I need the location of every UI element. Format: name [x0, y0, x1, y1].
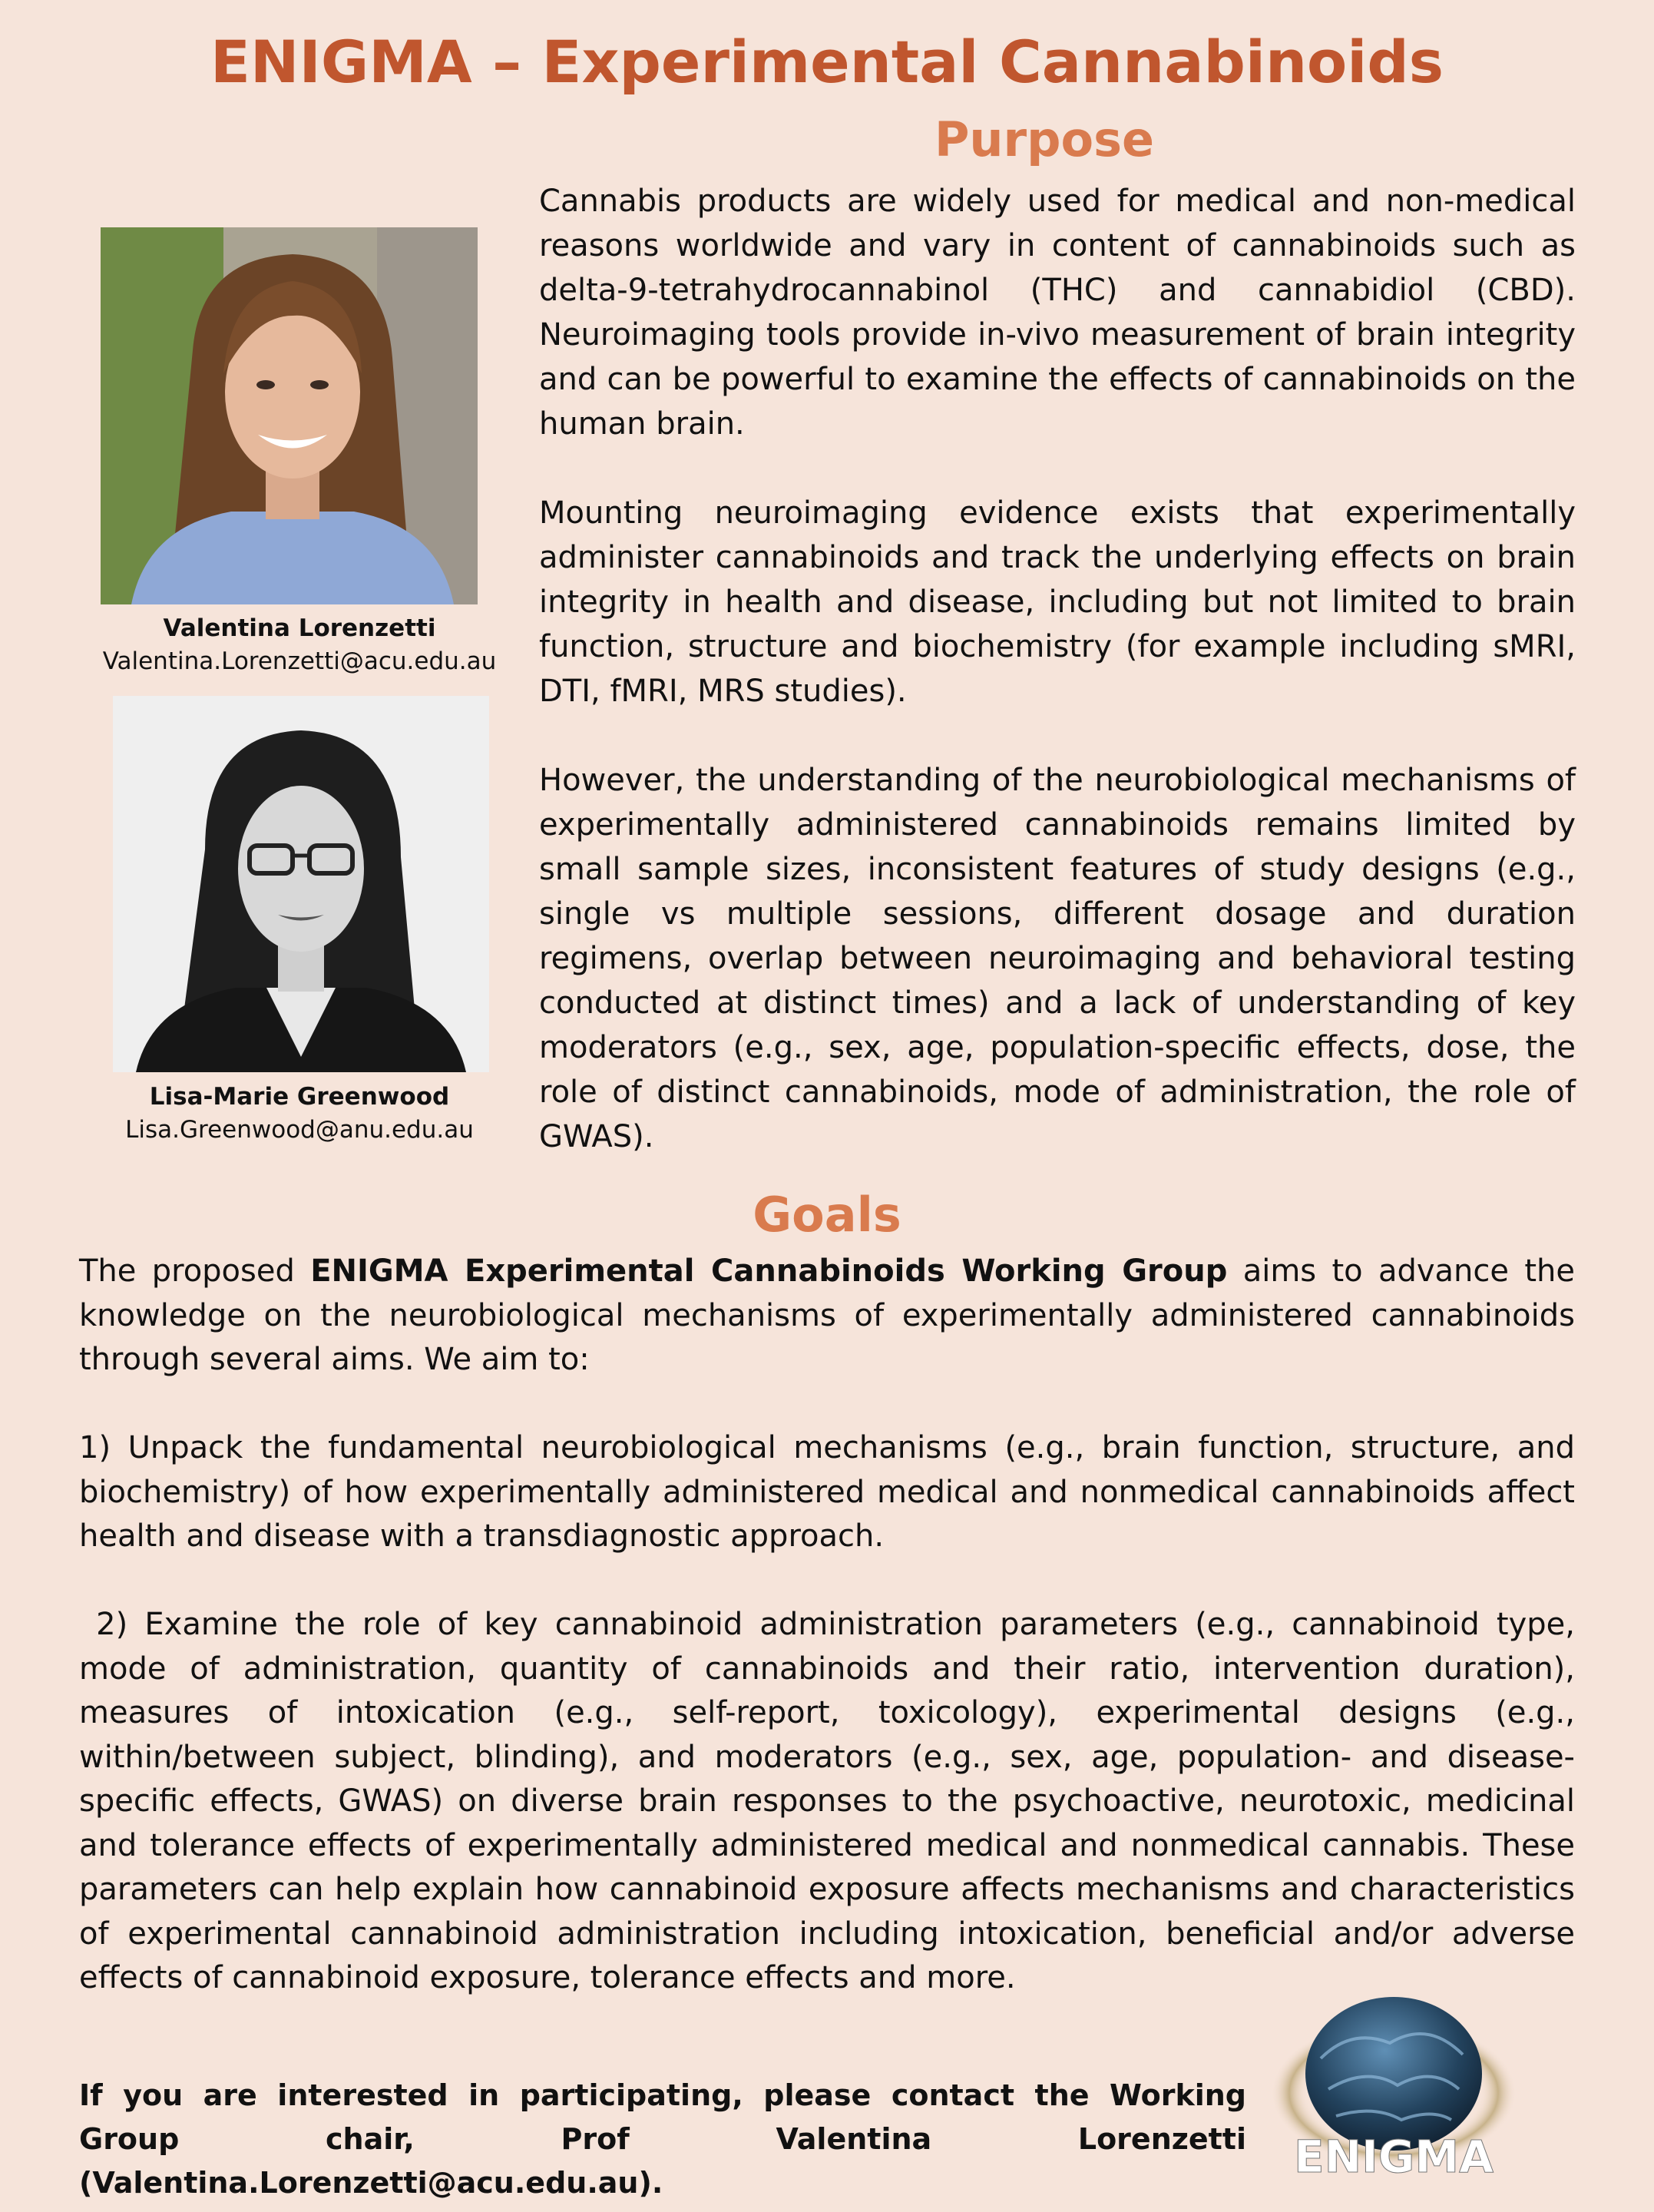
purpose-body	[539, 179, 1576, 1204]
goals-aim-1: 1) Unpack the fundamental neurobiological mechanisms (e.g., brain function, structure, and biochemistry) of how experimentally administered medical and nonmedical cannabinoids affect health and disease with a transdiagnostic approach.	[79, 1430, 1575, 1554]
purpose-paragraph-1: Cannabis products are widely used for medical and non-medical reasons worldwide and vary in content of cannabinoids such as delta-9-tetrahydrocannabinol (THC) and cannabidiol (CBD). Neuroimaging tools provide in-vivo measurement of brain integrity and can be powerful to examine the effects of cannabinoids on the human brain.	[539, 184, 1576, 442]
purpose-heading: Purpose	[934, 111, 1155, 167]
person-name-1: Valentina Lorenzetti	[163, 614, 436, 642]
person-name-2: Lisa-Marie Greenwood	[149, 1083, 450, 1111]
goals-intro	[79, 1250, 1575, 1382]
photo-lisa-marie-greenwood	[113, 696, 489, 1072]
portrait-illustration	[113, 696, 489, 1072]
person-email-1: Valentina.Lorenzetti@acu.edu.au	[102, 647, 497, 675]
portrait-illustration	[101, 227, 478, 604]
working-group-name: ENIGMA Experimental Cannabinoids Working Group	[310, 1253, 1228, 1289]
photo-valentina-lorenzetti	[101, 227, 478, 604]
purpose-paragraph-2: Mounting neuroimaging evidence exists that experimentally administer cannabinoids and track the underlying effects on brain integrity in health and disease, including but not limited to brain function, structure and biochemistry (for example including sMRI, DTI, fMRI, MRS studies).	[539, 495, 1576, 709]
purpose-paragraph-3: However, the understanding of the neurobiological mechanisms of experimentally administered cannabinoids remains limited by small sample sizes, inconsistent features of study designs (e.g., single vs multiple sessions, different dosage and duration regimens, overlap between neuroimaging and behavioral testing conducted at distinct times) and a lack of understanding of key moderators (e.g., sex, age, population-specific effects, dose, the role of distinct cannabinoids, mode of administration, the role of GWAS).	[539, 763, 1576, 1154]
enigma-brain-logo-icon	[1267, 1982, 1520, 2181]
contact-note: If you are interested in participating, please contact the Working Group chair, Prof Valentina Lorenzetti (Valentina.Lorenzetti@acu.edu.au).	[79, 2078, 1246, 2200]
goals-body	[79, 1250, 1575, 2045]
goals-intro-post: aims to advance the knowledge on the neurobiological mechanisms of experimentally administered cannabinoids through several aims. We aim to:	[79, 1253, 1575, 1377]
goals-intro-pre: The proposed	[79, 1253, 311, 1289]
goals-heading: Goals	[753, 1187, 901, 1243]
enigma-logo	[1267, 1982, 1520, 2181]
person-email-2: Lisa.Greenwood@anu.edu.au	[125, 1116, 474, 1144]
page-title: ENIGMA – Experimental Cannabinoids	[210, 28, 1444, 96]
logo-text: ENIGMA	[1294, 2131, 1494, 2181]
goals-aim-2: 2) Examine the role of key cannabinoid administration parameters (e.g., cannabinoid type, mode of administration, quantity of cannabinoids and their ratio, intervention duration), measures of intoxication (e.g., self-report, toxicology), experimental designs (e.g., within/between subject, blinding), and moderators (e.g., sex, age, population- and disease-specific effects, GWAS) on diverse brain responses to the psychoactive, neurotoxic, medicinal and tolerance effects of experimentally administered medical and nonmedical cannabis. These parameters can help explain how cannabinoid exposure affects mechanisms and characteristics of experimental cannabinoid administration including intoxication, beneficial and/or adverse effects of cannabinoid exposure, tolerance effects and more.	[79, 1607, 1575, 1995]
